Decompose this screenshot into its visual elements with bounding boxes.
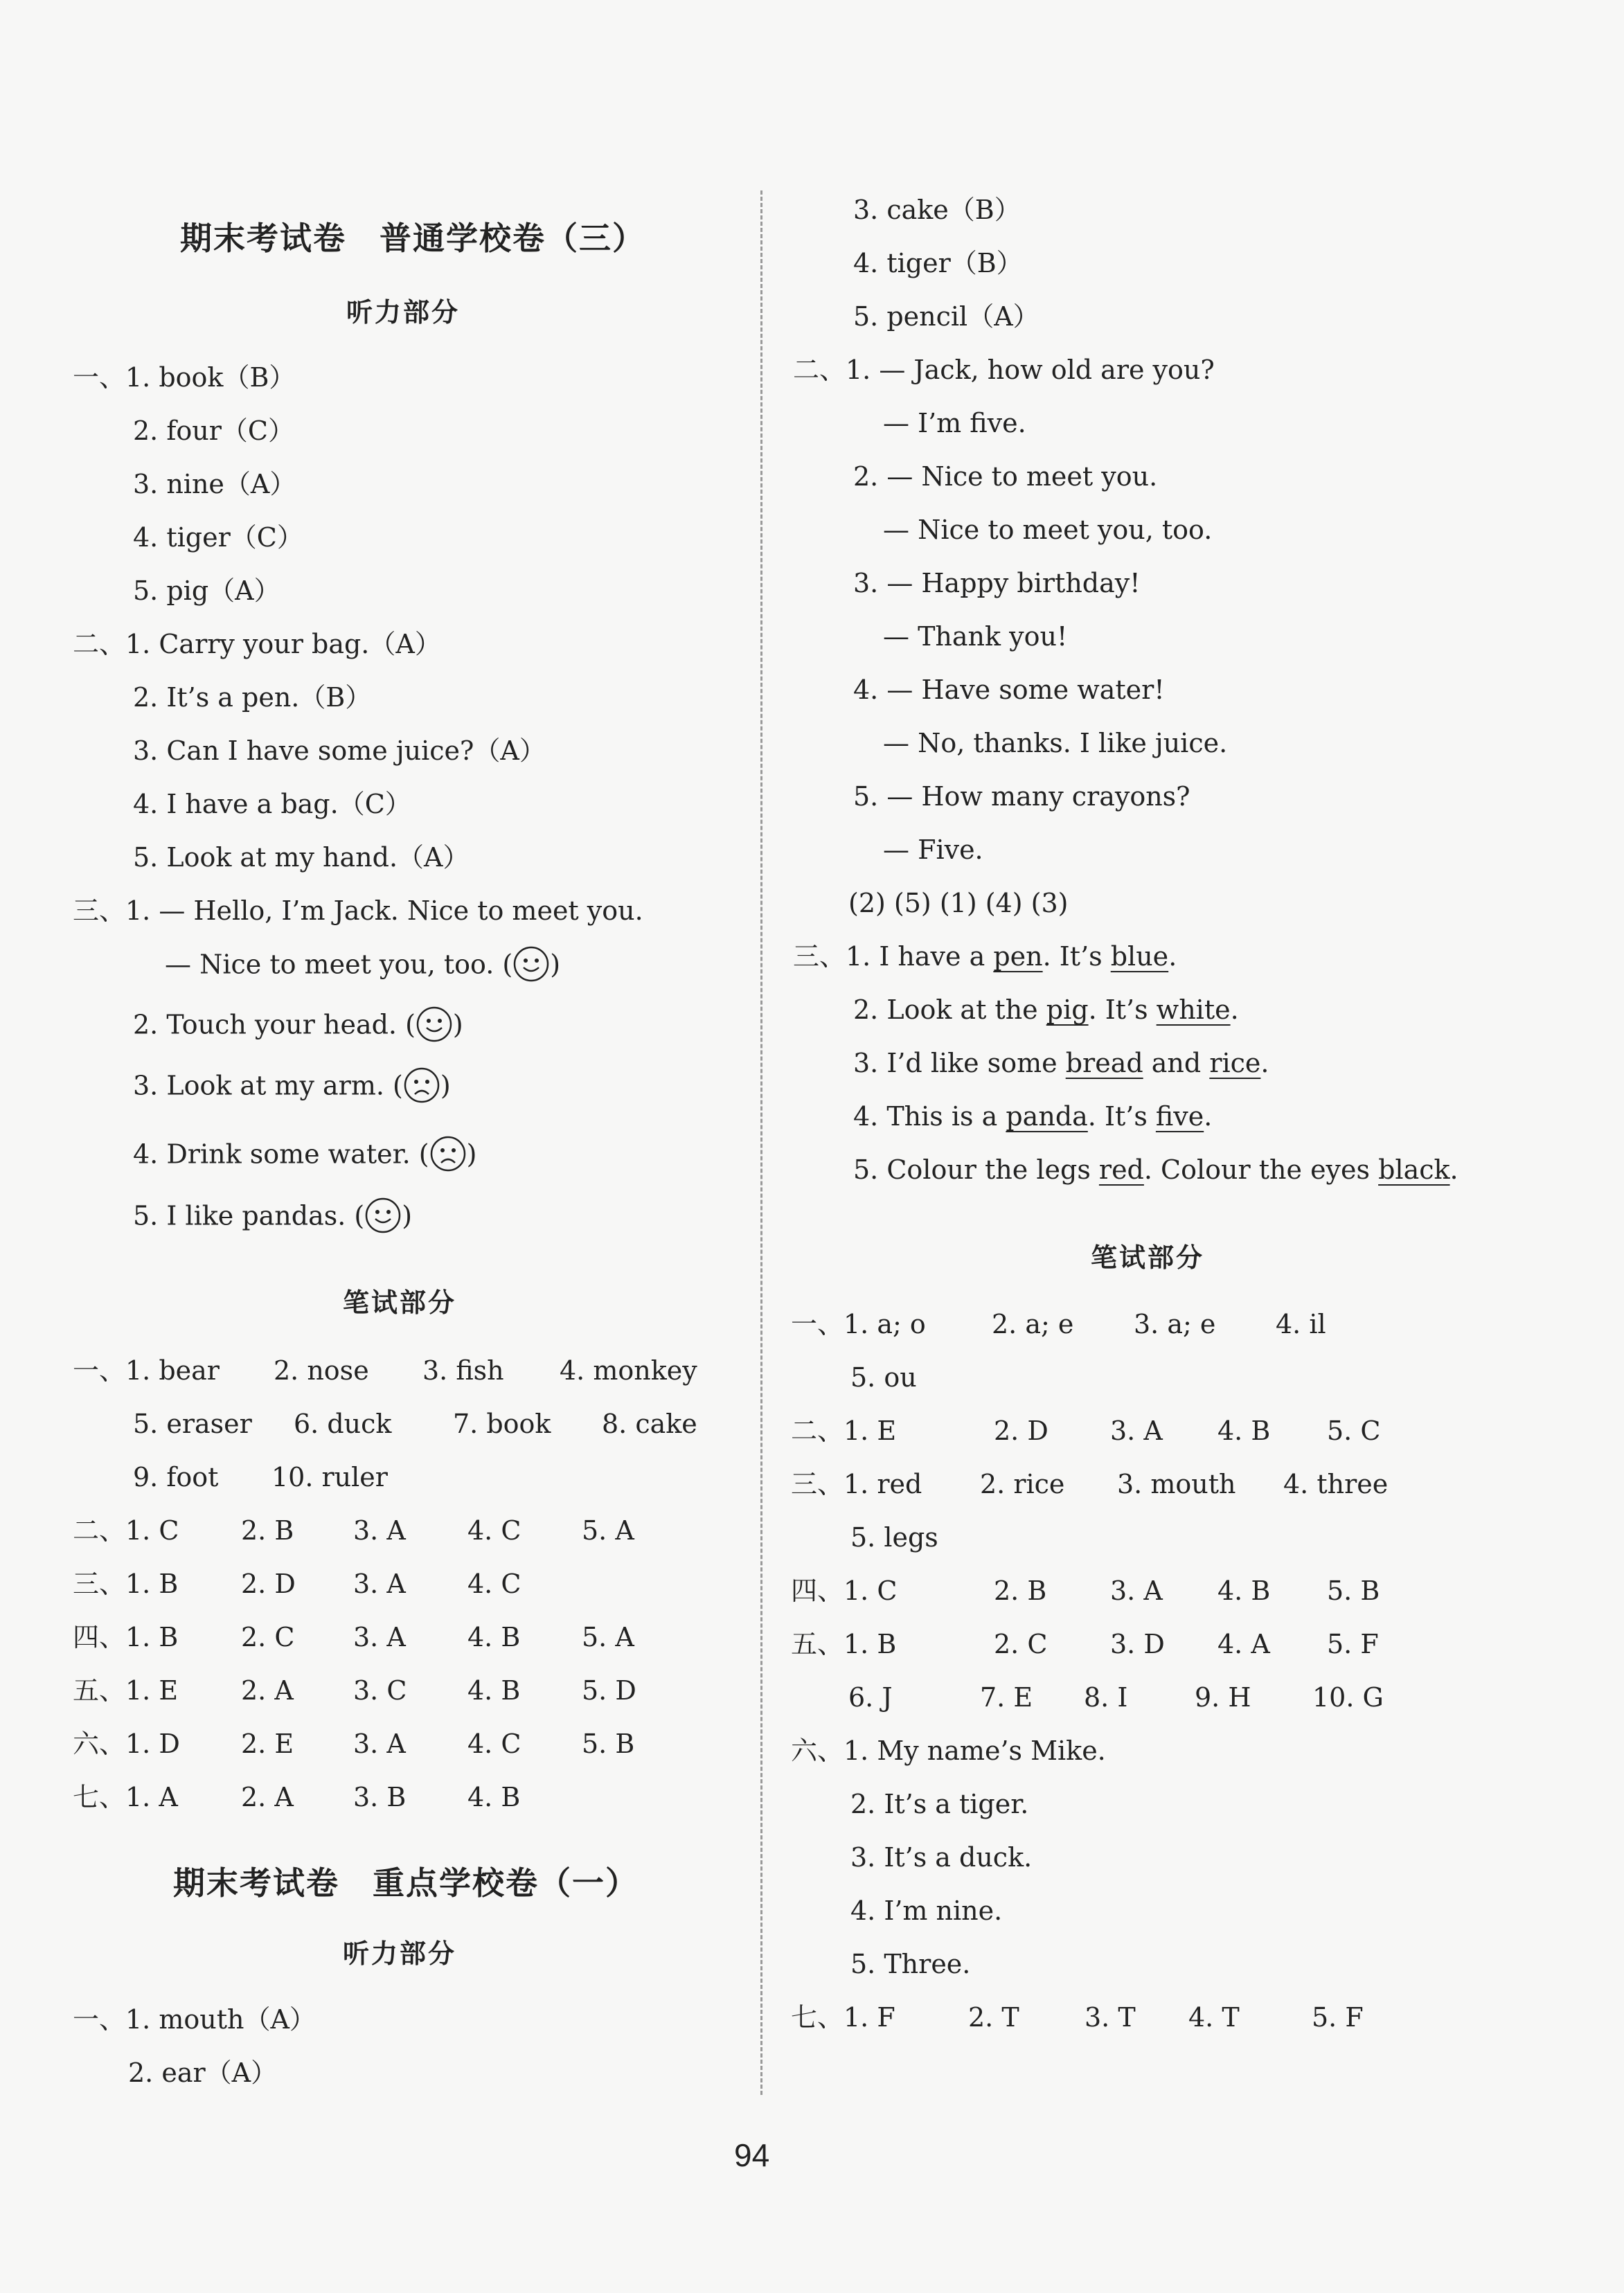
close-paren: ): [466, 1139, 477, 1170]
answer-cell: 3. mouth: [1117, 1469, 1236, 1499]
answer-line: 二、1. — Jack, how old are you?: [793, 355, 1215, 385]
answer-cell: 一、1. bear: [73, 1355, 220, 1386]
answer-cell: 2. B: [241, 1515, 294, 1546]
answer-cell: 一、1. a; o: [791, 1309, 926, 1339]
answer-text: 5. Colour the legs: [853, 1154, 1099, 1185]
answer-cell: 5. ou: [850, 1362, 917, 1393]
answer-cell: 5. B: [582, 1729, 635, 1759]
answer-text: and: [1143, 1048, 1210, 1078]
answer-cell: 2. D: [994, 1416, 1049, 1446]
answer-cell: 4. B: [1217, 1576, 1271, 1606]
answer-cell: 4. C: [467, 1515, 521, 1546]
answer-row: [73, 1624, 634, 1650]
answer-line: 2. ear（A）: [128, 2058, 278, 2088]
underlined-answer: black: [1378, 1154, 1450, 1185]
answer-line: 3. cake（B）: [853, 195, 1021, 225]
answer-text: 5. I like pandas. (: [133, 1200, 365, 1231]
answer-cell: 2. A: [241, 1675, 294, 1706]
page-number: 94: [734, 2137, 770, 2173]
underlined-answer: panda: [1006, 1101, 1088, 1132]
answer-row: [791, 1471, 1388, 1497]
answer-cell: 3. B: [353, 1782, 407, 1812]
section-title-1: 期末考试卷 普通学校卷（三）: [180, 220, 645, 257]
answer-line: 4. I’m nine.: [850, 1895, 1003, 1926]
answer-cell: 五、1. B: [791, 1629, 897, 1659]
answer-line: 5. pencil（A）: [853, 301, 1039, 332]
answer-cell: 5. C: [1327, 1416, 1381, 1446]
answer-cell: 2. rice: [980, 1469, 1065, 1499]
answer-row: [73, 1731, 634, 1757]
answer-line: 5. — How many crayons?: [853, 781, 1190, 812]
answer-cell: 5. F: [1327, 1629, 1379, 1659]
listening-heading-2: 听力部分: [343, 1938, 457, 1969]
answer-cell: 2. a; e: [992, 1309, 1074, 1339]
answer-line: 三、1. — Hello, I’m Jack. Nice to meet you.: [73, 895, 643, 926]
answer-text: . It’s: [1087, 1101, 1156, 1132]
answer-cell: 5. legs: [850, 1522, 938, 1553]
answer-cell: 5. A: [582, 1622, 634, 1652]
answer-row: [791, 1311, 1326, 1337]
answer-cell: 2. A: [241, 1782, 294, 1812]
answer-line: 2. It’s a pen.（B）: [133, 682, 372, 713]
answer-line: — Nice to meet you, too.: [883, 515, 1213, 545]
answer-cell: 4. A: [1217, 1629, 1270, 1659]
answer-line: 4. tiger（C）: [133, 522, 303, 553]
column-divider: [760, 190, 762, 2095]
section-title-2: 期末考试卷 重点学校卷（一）: [173, 1864, 639, 1902]
answer-cell: 4. B: [467, 1622, 521, 1652]
answer-text: 3. Look at my arm. (: [133, 1070, 403, 1101]
answer-line: 5. pig（A）: [133, 576, 280, 606]
sad-face-icon: [429, 1135, 467, 1172]
answer-line: 4. — Have some water!: [853, 675, 1165, 705]
answer-row: [73, 1571, 521, 1597]
answer-cell: 4. B: [1217, 1416, 1271, 1446]
answer-cell: 3. D: [1110, 1629, 1165, 1659]
answer-cell: 2. nose: [274, 1355, 369, 1386]
answer-row: [791, 2004, 1364, 2031]
answer-row: [848, 1684, 1384, 1711]
answer-text: .: [1168, 941, 1177, 972]
answer-cell: 3. fish: [422, 1355, 504, 1386]
answer-cell: 5. F: [1312, 2002, 1364, 2033]
answer-text: 4. This is a: [853, 1101, 1006, 1132]
answer-cell: 3. A: [353, 1569, 406, 1599]
answer-text: .: [1260, 1048, 1269, 1078]
answer-row: [133, 1464, 388, 1490]
answer-cell: 4. il: [1276, 1309, 1326, 1339]
underlined-answer: bread: [1065, 1048, 1143, 1078]
sad-face-icon: [403, 1067, 440, 1104]
answer-cell: 7. E: [980, 1682, 1033, 1713]
smiling-face-icon: [364, 1197, 402, 1234]
answer-text: . It’s: [1042, 941, 1111, 972]
answer-line: [853, 1103, 1212, 1130]
answer-line: [793, 943, 1177, 970]
smiling-face-icon: [416, 1006, 453, 1043]
answer-line-face: [133, 1202, 412, 1234]
answer-row: [850, 1364, 917, 1391]
answer-cell: 3. a; e: [1134, 1309, 1216, 1339]
underlined-answer: rice: [1209, 1048, 1261, 1078]
answer-line: 3. It’s a duck.: [850, 1842, 1033, 1873]
answer-line: [853, 1154, 1458, 1185]
answer-line: 4. tiger（B）: [853, 248, 1023, 278]
answer-row: [791, 1578, 1380, 1604]
answer-row: [791, 1631, 1379, 1657]
answer-cell: 五、1. E: [73, 1675, 179, 1706]
answer-cell: 4. B: [467, 1675, 521, 1706]
answer-line-face: [133, 1072, 451, 1104]
answer-line: 4. I have a bag.（C）: [133, 789, 411, 819]
answer-cell: 5. D: [582, 1675, 636, 1706]
writing-heading-1: 笔试部分: [343, 1287, 457, 1318]
answer-text: 三、1. I have a: [793, 941, 994, 972]
answer-cell: 5. B: [1327, 1576, 1380, 1606]
answer-line: — Five.: [883, 835, 983, 865]
answer-cell: 3. C: [353, 1675, 407, 1706]
close-paren: ): [440, 1070, 451, 1101]
answer-cell: 六、1. D: [73, 1729, 180, 1759]
answer-cell: 四、1. C: [791, 1576, 898, 1606]
answer-cell: 4. C: [467, 1729, 521, 1759]
answer-cell: 2. B: [994, 1576, 1047, 1606]
answer-line: — I’m five.: [883, 408, 1026, 438]
underlined-answer: pen: [993, 941, 1043, 972]
answer-text: — Nice to meet you, too. (: [165, 949, 513, 980]
answer-cell: 4. C: [467, 1569, 521, 1599]
answer-cell: 2. E: [241, 1729, 294, 1759]
answer-line: (2) (5) (1) (4) (3): [848, 888, 1069, 918]
answer-cell: 8. I: [1084, 1682, 1128, 1713]
answer-text: 3. I’d like some: [853, 1048, 1066, 1078]
answer-line: 2. It’s a tiger.: [850, 1789, 1029, 1819]
answer-cell: 4. three: [1283, 1469, 1389, 1499]
answer-cell: 4. T: [1188, 2002, 1240, 2033]
close-paren: ): [402, 1200, 413, 1231]
answer-row: [850, 1524, 938, 1551]
answer-line: [853, 994, 1239, 1025]
close-paren: ): [550, 949, 561, 980]
answer-text: .: [1449, 1154, 1458, 1185]
answer-cell: 2. C: [994, 1629, 1048, 1659]
close-paren: ): [452, 1009, 463, 1040]
answer-line: 5. Three.: [850, 1949, 971, 1979]
answer-cell: 2. D: [241, 1569, 296, 1599]
answer-text: 2. Look at the: [853, 994, 1046, 1025]
answer-line: 2. — Nice to meet you.: [853, 461, 1158, 492]
answer-line-face: [133, 1141, 476, 1172]
answer-cell: 8. cake: [602, 1409, 697, 1439]
answer-cell: 9. H: [1195, 1682, 1251, 1713]
answer-line-face: [165, 951, 560, 983]
answer-cell: 3. A: [1110, 1576, 1163, 1606]
answer-text: 2. Touch your head. (: [133, 1009, 416, 1040]
writing-heading-2: 笔试部分: [1091, 1242, 1205, 1273]
answer-cell: 三、1. B: [73, 1569, 179, 1599]
answer-cell: 6. duck: [294, 1409, 392, 1439]
answer-line: 一、1. book（B）: [73, 362, 296, 393]
answer-row: [133, 1411, 697, 1437]
answer-cell: 5. eraser: [133, 1409, 252, 1439]
answer-cell: 3. A: [353, 1729, 406, 1759]
answer-cell: 2. T: [968, 2002, 1019, 2033]
answer-cell: 四、1. B: [73, 1622, 179, 1652]
answer-cell: 10. G: [1312, 1682, 1384, 1713]
answer-line: 六、1. My name’s Mike.: [791, 1736, 1106, 1766]
underlined-answer: blue: [1110, 941, 1169, 972]
answer-cell: 3. A: [1110, 1416, 1163, 1446]
answer-line: 3. Can I have some juice?（A）: [133, 735, 546, 766]
answer-cell: 二、1. C: [73, 1515, 179, 1546]
answer-cell: 二、1. E: [791, 1416, 897, 1446]
answer-cell: 4. monkey: [560, 1355, 697, 1386]
answer-line: [853, 1050, 1269, 1076]
answer-cell: 6. J: [848, 1682, 893, 1713]
listening-heading-1: 听力部分: [346, 296, 461, 328]
answer-cell: 3. T: [1085, 2002, 1136, 2033]
underlined-answer: white: [1156, 994, 1231, 1025]
answer-cell: 7. book: [453, 1409, 551, 1439]
answer-text: . It’s: [1088, 994, 1157, 1025]
answer-text: .: [1230, 994, 1239, 1025]
answer-line-face: [133, 1011, 463, 1043]
answer-row: [791, 1418, 1380, 1444]
answer-line: — Thank you!: [883, 621, 1068, 652]
answer-cell: 10. ruler: [271, 1462, 388, 1492]
answer-row: [73, 1357, 697, 1384]
answer-text: . Colour the eyes: [1143, 1154, 1379, 1185]
answer-cell: 2. C: [241, 1622, 295, 1652]
answer-line: 3. nine（A）: [133, 469, 296, 499]
answer-line: 二、1. Carry your bag.（A）: [73, 629, 441, 659]
answer-cell: 三、1. red: [791, 1469, 922, 1499]
underlined-answer: red: [1098, 1154, 1144, 1185]
answer-row: [73, 1784, 520, 1810]
answer-row: [73, 1677, 636, 1704]
answer-cell: 9. foot: [133, 1462, 219, 1492]
answer-cell: 5. A: [582, 1515, 634, 1546]
answer-cell: 3. A: [353, 1622, 406, 1652]
answer-cell: 七、1. F: [791, 2002, 895, 2033]
answer-line: — No, thanks. I like juice.: [883, 728, 1228, 758]
answer-cell: 七、1. A: [73, 1782, 178, 1812]
answer-line: 一、1. mouth（A）: [73, 2004, 316, 2035]
answer-line: 3. — Happy birthday!: [853, 568, 1141, 598]
underlined-answer: five: [1155, 1101, 1204, 1132]
answer-line: 2. four（C）: [133, 416, 294, 446]
answer-cell: 3. A: [353, 1515, 406, 1546]
answer-text: .: [1204, 1101, 1213, 1132]
answer-text: 4. Drink some water. (: [133, 1139, 429, 1170]
underlined-answer: pig: [1046, 994, 1089, 1025]
answer-cell: 4. B: [467, 1782, 521, 1812]
smiling-face-icon: [512, 945, 550, 983]
answer-row: [73, 1517, 634, 1544]
answer-line: 5. Look at my hand.（A）: [133, 842, 470, 873]
